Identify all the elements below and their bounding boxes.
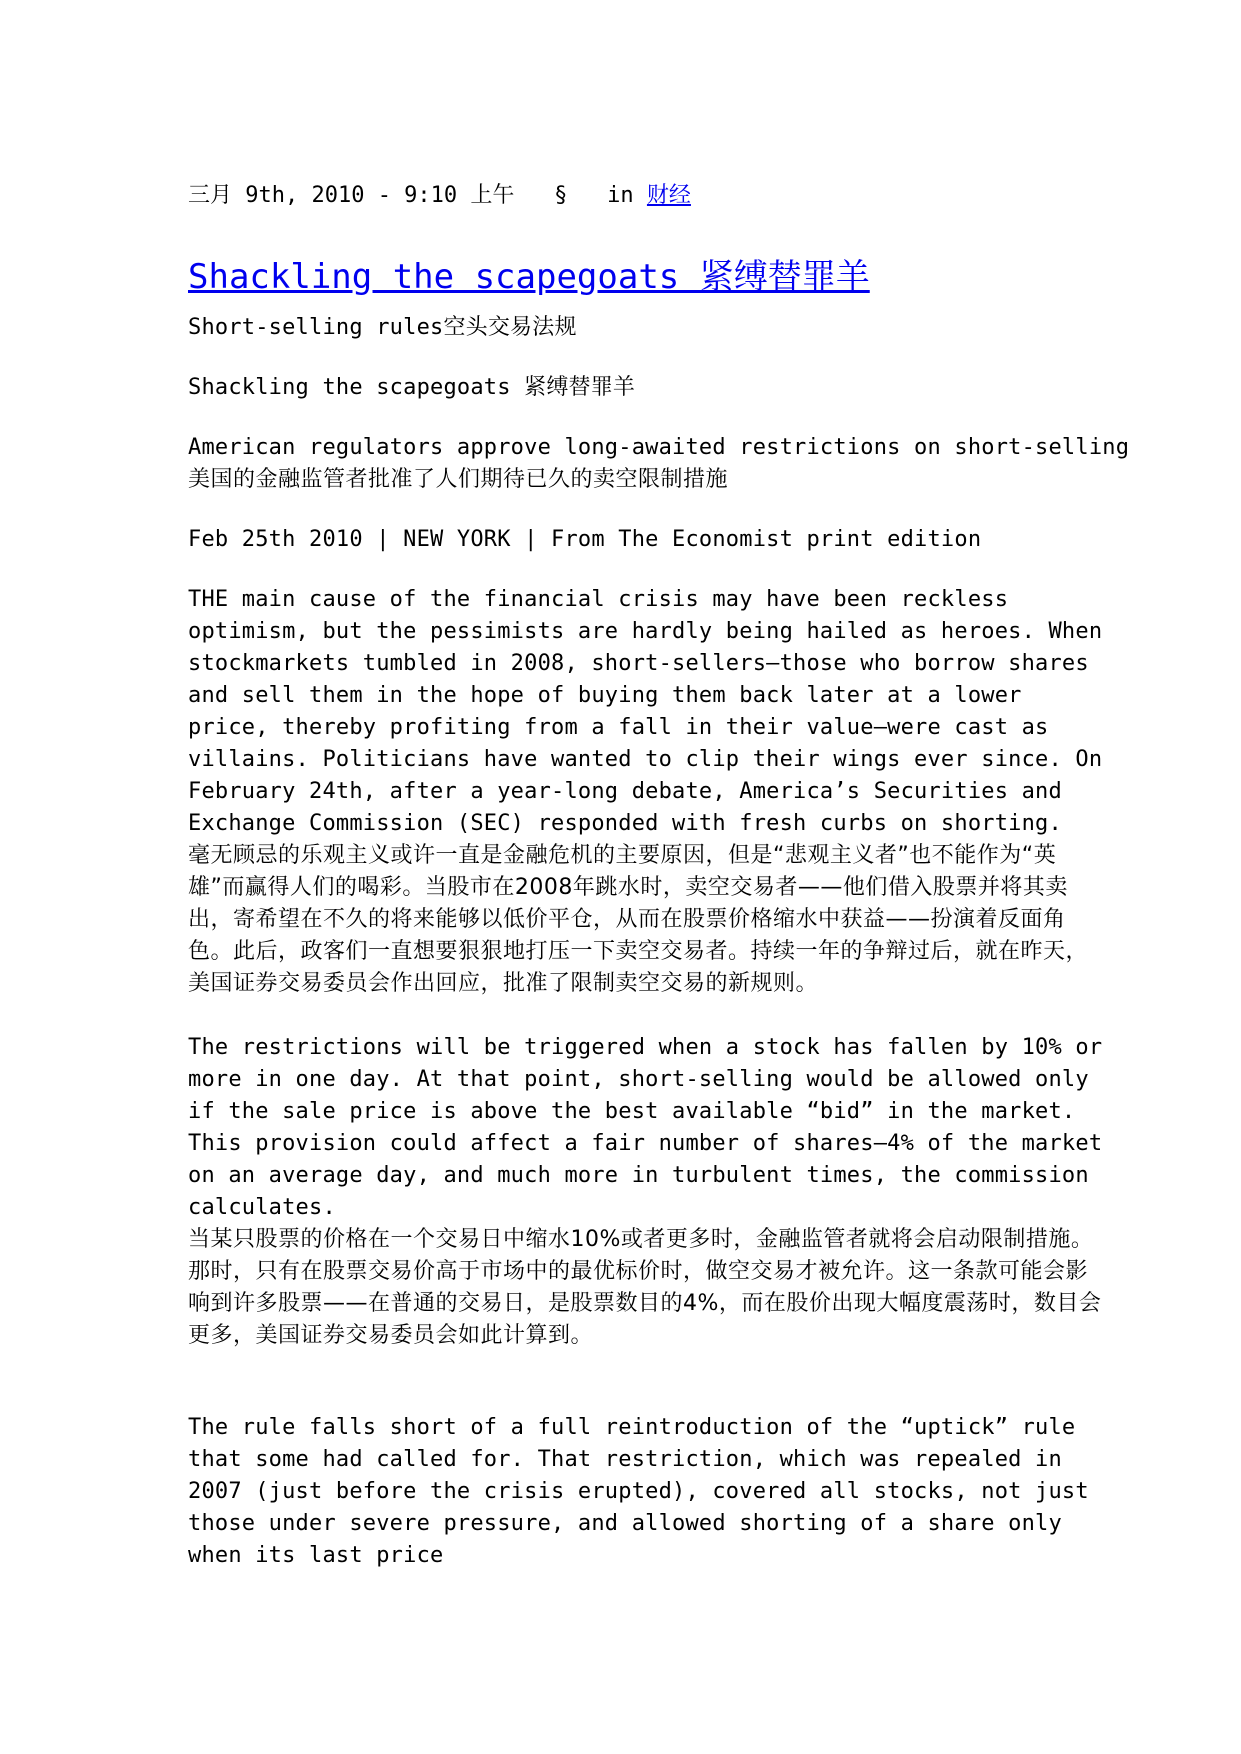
subtitle-rules: Short-selling rules空头交易法规: [188, 315, 577, 340]
paragraph-1-chinese: 毫无顾忌的乐观主义或许一直是金融危机的主要原因，但是“悲观主义者”也不能作为“英雄”而赢得人们的喝彩。当股市在2008年跳水时，卖空交易者——他们借入股票并将其卖出，寄希望在不久的将来能够以低价平仓，从而在股票价格缩水中获益——扮演着反面角色。此后，政客们一直想要狠狠地打压一下卖空交易者。持续一年的争辩过后，就在昨天，美国证券交易委员会作出回应，批准了限制卖空交易的新规则。: [188, 843, 1089, 996]
spacer: [188, 1352, 1108, 1412]
spacer: [188, 1000, 1108, 1032]
post-date: 三月 9th, 2010 - 9:10 上午: [188, 183, 515, 208]
spacer: [188, 556, 1108, 584]
dateline: Feb 25th 2010 | NEW YORK | From The Economist print edition: [188, 527, 982, 552]
spacer: [188, 404, 1108, 432]
article-title-link[interactable]: Shackling the scapegoats 紧缚替罪羊: [188, 257, 870, 297]
paragraph-2-english: The restrictions will be triggered when a stock has fallen by 10% or more in one day. At that point, short-selling would be allowed only if the sale price is above the best available “bid” in the market. This provision could affect a fair number of shares—4% of the market on an average day, and much more in turbulent times, the commission calculates.: [188, 1035, 1103, 1220]
category-link[interactable]: 财经: [646, 183, 691, 208]
post-meta: [188, 180, 1108, 216]
paragraph-1-english: THE main cause of the financial crisis may have been reckless optimism, but the pessimists are hardly being hailed as heroes. When stockmarkets tumbled in 2008, short-sellers—those who borrow shares and sell them in the hope of buying them back later at a lower price, thereby profiting from a fall in their value—were cast as villains. Politicians have wanted to clip their wings ever since. On February 24th, after a year-long debate, America’s Securities and Exchange Commission (SEC) responded with fresh curbs on shorting.: [188, 587, 1103, 836]
spacer: [188, 344, 1108, 372]
deck-chinese: 美国的金融监管者批准了人们期待已久的卖空限制措施: [188, 467, 729, 492]
section-sign: §: [554, 183, 568, 208]
deck-english: American regulators approve long-awaited restrictions on short-selling: [188, 435, 1130, 460]
subtitle-scapegoats: Shackling the scapegoats 紧缚替罪羊: [188, 375, 636, 400]
paragraph-2-chinese: 当某只股票的价格在一个交易日中缩水10%或者更多时，金融监管者就将会启动限制措施。那时，只有在股票交易价高于市场中的最优标价时，做空交易才被允许。这一条款可能会影响到许多股票——在普通的交易日，是股票数目的4%，而在股价出现大幅度震荡时，数目会更多，美国证券交易委员会如此计算到。: [188, 1227, 1102, 1348]
spacer: [188, 496, 1108, 524]
in-label: in: [607, 183, 634, 208]
paragraph-3-english: The rule falls short of a full reintroduction of the “uptick” rule that some had called for. That restriction, which was repealed in 2007 (just before the crisis erupted), covered all stocks, not just those under severe pressure, and allowed shorting of a share only when its last price: [188, 1415, 1089, 1568]
article: [188, 180, 1130, 1572]
article-title: [188, 252, 1108, 312]
